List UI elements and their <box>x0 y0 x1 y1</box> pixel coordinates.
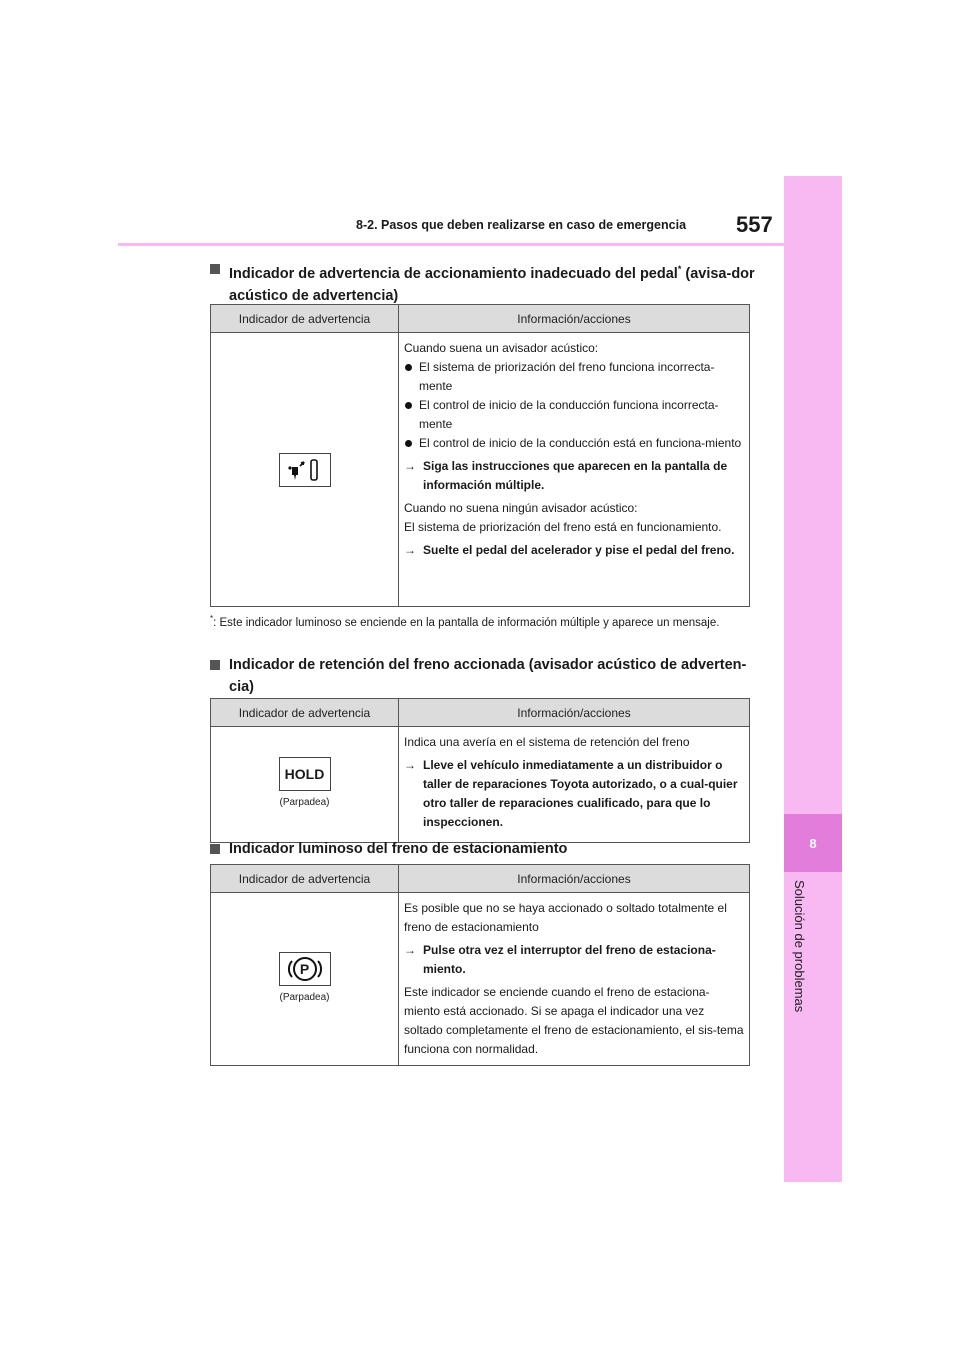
section-heading-parking: Indicador luminoso del freno de estacionamiento <box>210 838 755 860</box>
chapter-number: 8 <box>784 814 842 872</box>
parking-brake-table <box>210 864 750 1066</box>
column-header-info: Información/acciones <box>399 305 750 333</box>
footnote: *: Este indicador luminoso se enciende en la pantalla de información múltiple y aparece un mensaje. <box>210 614 720 629</box>
info-cell <box>399 333 750 607</box>
list-item: El sistema de priorización del freno funciona incorrecta-mente <box>404 358 744 396</box>
column-header-info: Información/acciones <box>399 699 750 727</box>
square-bullet-icon <box>210 660 220 670</box>
chapter-label: Solución de problemas <box>792 880 807 1013</box>
header-divider <box>118 243 784 246</box>
pedal-warning-icon <box>279 453 331 487</box>
square-bullet-icon <box>210 264 220 274</box>
side-tab <box>784 176 842 1182</box>
info-text: Cuando suena un avisador acústico: <box>404 341 599 355</box>
info-text: Cuando no suena ningún avisador acústico: <box>404 501 638 515</box>
blink-caption: (Parpadea) <box>279 797 330 808</box>
info-text: Indica una avería en el sistema de retención del freno <box>404 735 690 749</box>
info-cell <box>399 893 750 1066</box>
action-item: → Lleve el vehículo inmediatamente a un distribuidor o taller de reparaciones Toyota autorizado, o a cual-quier otro taller de reparaciones cualificado, para que lo inspeccionen. <box>404 758 738 829</box>
column-header-indicator: Indicador de advertencia <box>211 865 399 893</box>
action-item: → Siga las instrucciones que aparecen en la pantalla de información múltiple. <box>404 459 728 492</box>
parking-brake-icon: P <box>279 952 331 986</box>
page-number: 557 <box>736 212 773 237</box>
section-heading-hold: Indicador de retención del freno accionada (avisador acústico de adverten-cia) <box>210 654 755 698</box>
info-cell <box>399 727 750 843</box>
list-item: El control de inicio de la conducción está en funciona-miento <box>404 434 744 453</box>
section-header: 8-2. Pasos que deben realizarse en caso de emergencia <box>356 218 687 232</box>
list-item: El control de inicio de la conducción funciona incorrecta-mente <box>404 396 744 434</box>
hold-icon: HOLD <box>279 757 331 791</box>
column-header-indicator: Indicador de advertencia <box>211 699 399 727</box>
action-item: → Pulse otra vez el interruptor del freno de estaciona-miento. <box>404 943 716 976</box>
pedal-warning-table <box>210 304 750 607</box>
hold-table <box>210 698 750 843</box>
info-text: El sistema de priorización del freno está en funcionamiento. <box>404 520 722 534</box>
column-header-info: Información/acciones <box>399 865 750 893</box>
square-bullet-icon <box>210 844 220 854</box>
action-item: → Suelte el pedal del acelerador y pise el pedal del freno. <box>404 543 735 557</box>
column-header-indicator: Indicador de advertencia <box>211 305 399 333</box>
blink-caption: (Parpadea) <box>279 991 330 1003</box>
indicator-cell <box>211 727 399 843</box>
info-text: Este indicador se enciende cuando el freno de estaciona-miento está accionado. Si se apaga el indicador una vez soltado completamente el freno de estacionamiento, el sis-tema funciona con normalidad. <box>404 985 744 1056</box>
indicator-cell <box>211 333 399 607</box>
indicator-cell <box>211 893 399 1066</box>
section-heading-pedal: Indicador de advertencia de accionamiento inadecuado del pedal* (avisa-dor acústico de advertencia) <box>210 258 755 307</box>
info-text: Es posible que no se haya accionado o soltado totalmente el freno de estacionamiento <box>404 901 727 934</box>
